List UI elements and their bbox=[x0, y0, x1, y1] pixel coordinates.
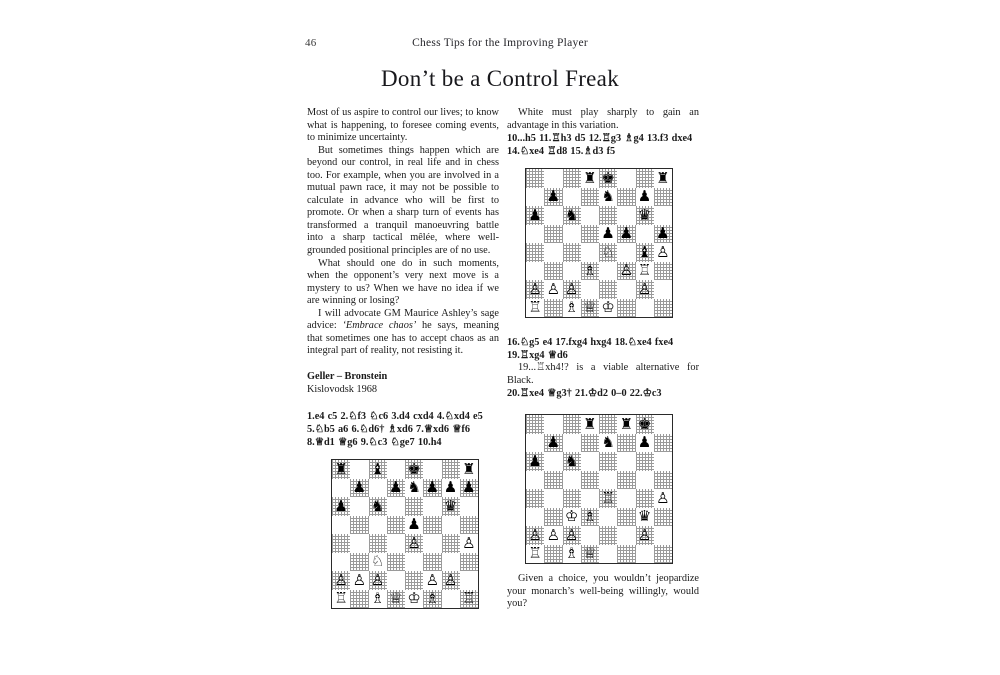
piece-wB-d3: ♗ bbox=[583, 261, 597, 280]
square-f1 bbox=[617, 299, 635, 318]
piece-wP-b2: ♙ bbox=[546, 279, 561, 298]
square-c8 bbox=[563, 415, 581, 434]
piece-bP-g7: ♟ bbox=[637, 433, 652, 452]
paragraph-what-to-do: What should one do in such moments, when the opponent’s very next move is a mystery to us? When we have no idea if we are winning or losing? bbox=[307, 257, 499, 307]
piece-bR-h8: ♜ bbox=[462, 459, 476, 478]
square-h2 bbox=[654, 526, 672, 545]
square-e3 bbox=[599, 508, 617, 527]
square-h1 bbox=[460, 590, 478, 609]
square-b2 bbox=[544, 526, 562, 545]
piece-wP-c2: ♙ bbox=[564, 279, 579, 298]
square-h5 bbox=[460, 516, 478, 535]
ashley-pre: I will advocate GM Maurice Ashley’s sage advice: bbox=[307, 307, 499, 332]
game-event: Kislovodsk 1968 bbox=[307, 383, 378, 395]
square-c6 bbox=[563, 206, 581, 225]
piece-bP-b7: ♟ bbox=[352, 478, 367, 497]
square-g7 bbox=[636, 188, 654, 207]
square-d8 bbox=[581, 169, 599, 188]
square-f6 bbox=[617, 452, 635, 471]
square-e4 bbox=[599, 489, 617, 508]
square-g7 bbox=[636, 434, 654, 453]
square-a3 bbox=[332, 553, 350, 572]
square-e8 bbox=[599, 169, 617, 188]
right-column-tail bbox=[507, 573, 699, 611]
piece-wN-c3: ♘ bbox=[370, 552, 385, 571]
square-h4 bbox=[654, 243, 672, 262]
square-d8 bbox=[581, 415, 599, 434]
square-g4 bbox=[442, 534, 460, 553]
square-a1 bbox=[526, 545, 544, 564]
square-d8 bbox=[387, 460, 405, 479]
piece-bP-a6: ♟ bbox=[528, 451, 542, 470]
square-e6 bbox=[599, 452, 617, 471]
paragraph-intro: Most of us aspire to control our lives; to know what is happening, to foresee coming events, to minimize uncertainty. bbox=[307, 107, 499, 144]
square-c8 bbox=[369, 460, 387, 479]
piece-bP-g7: ♟ bbox=[443, 478, 458, 497]
square-c4 bbox=[369, 534, 387, 553]
square-d6 bbox=[581, 206, 599, 225]
square-d1 bbox=[581, 545, 599, 564]
move-list-16-19: 16.♘g5 e4 17.fxg4 hxg4 18.♘xe4 fxe4 19.♖xg4 ♕d6 bbox=[507, 337, 674, 362]
square-d4 bbox=[581, 243, 599, 262]
square-g3 bbox=[636, 508, 654, 527]
square-b3 bbox=[544, 262, 562, 281]
piece-bN-c6: ♞ bbox=[564, 205, 579, 224]
running-head bbox=[305, 37, 695, 53]
square-b1 bbox=[350, 590, 368, 609]
piece-bN-c6: ♞ bbox=[564, 451, 579, 470]
ashley-post: he says, meaning that sometimes one has to accept chaos as an integral part of reality, not resisting it. bbox=[307, 320, 499, 357]
square-f6 bbox=[423, 497, 441, 516]
left-column bbox=[307, 107, 499, 449]
square-e1 bbox=[405, 590, 423, 609]
square-d6 bbox=[581, 452, 599, 471]
square-f5 bbox=[423, 516, 441, 535]
square-g8 bbox=[442, 460, 460, 479]
square-f6 bbox=[617, 206, 635, 225]
square-g8 bbox=[636, 415, 654, 434]
piece-bP-g7: ♟ bbox=[637, 187, 652, 206]
square-g3 bbox=[442, 553, 460, 572]
square-h4 bbox=[654, 489, 672, 508]
square-b5 bbox=[544, 471, 562, 490]
piece-bQ-g6: ♛ bbox=[637, 205, 652, 224]
square-c1 bbox=[369, 590, 387, 609]
square-d5 bbox=[581, 225, 599, 244]
square-f1 bbox=[617, 545, 635, 564]
piece-bP-e5: ♟ bbox=[407, 515, 421, 534]
square-a8 bbox=[526, 415, 544, 434]
square-g3 bbox=[636, 262, 654, 281]
piece-wK-e1: ♔ bbox=[601, 298, 615, 317]
square-c3 bbox=[563, 262, 581, 281]
square-d2 bbox=[581, 280, 599, 299]
square-f4 bbox=[423, 534, 441, 553]
square-e3 bbox=[599, 262, 617, 281]
square-e5 bbox=[405, 516, 423, 535]
square-d2 bbox=[387, 571, 405, 590]
piece-bP-f5: ♟ bbox=[619, 224, 634, 243]
square-g7 bbox=[442, 479, 460, 498]
piece-wB-c1: ♗ bbox=[564, 298, 579, 317]
square-b1 bbox=[544, 299, 562, 318]
square-e1 bbox=[599, 545, 617, 564]
square-e2 bbox=[599, 526, 617, 545]
square-f5 bbox=[617, 471, 635, 490]
piece-bP-e5: ♟ bbox=[601, 224, 615, 243]
square-h8 bbox=[460, 460, 478, 479]
square-c4 bbox=[563, 243, 581, 262]
piece-bR-d8: ♜ bbox=[583, 168, 597, 187]
right-column-mid bbox=[507, 336, 699, 400]
square-f5 bbox=[617, 225, 635, 244]
square-f8 bbox=[617, 415, 635, 434]
piece-bK-g8: ♚ bbox=[637, 414, 652, 433]
square-g8 bbox=[636, 169, 654, 188]
square-e4 bbox=[599, 243, 617, 262]
square-d2 bbox=[581, 526, 599, 545]
chess-diagram-after-22-Kc3 bbox=[525, 414, 673, 564]
square-d3 bbox=[581, 508, 599, 527]
square-a2 bbox=[526, 526, 544, 545]
square-h1 bbox=[654, 299, 672, 318]
square-e7 bbox=[405, 479, 423, 498]
square-c5 bbox=[563, 225, 581, 244]
board-grid bbox=[332, 460, 478, 608]
square-h1 bbox=[654, 545, 672, 564]
square-a6 bbox=[526, 206, 544, 225]
piece-bP-b7: ♟ bbox=[546, 187, 561, 206]
piece-wP-f3: ♙ bbox=[619, 261, 634, 280]
square-d1 bbox=[387, 590, 405, 609]
piece-bR-a8: ♜ bbox=[334, 459, 348, 478]
square-d7 bbox=[581, 434, 599, 453]
piece-wR-a1: ♖ bbox=[334, 589, 348, 608]
square-b1 bbox=[544, 545, 562, 564]
square-b6 bbox=[350, 497, 368, 516]
square-g4 bbox=[636, 243, 654, 262]
piece-wP-h4: ♙ bbox=[656, 488, 670, 507]
square-f2 bbox=[617, 526, 635, 545]
piece-wB-c1: ♗ bbox=[370, 589, 385, 608]
square-g1 bbox=[636, 545, 654, 564]
square-b4 bbox=[544, 243, 562, 262]
square-b8 bbox=[350, 460, 368, 479]
square-e1 bbox=[599, 299, 617, 318]
piece-wP-a2: ♙ bbox=[334, 570, 348, 589]
square-a8 bbox=[332, 460, 350, 479]
square-c8 bbox=[563, 169, 581, 188]
paragraph-chaos-happens: But sometimes things happen which are beyond our control, in real life and in chess too. For example, when you are involved in a mutual pawn race, it may not be possible to calculate in advance who will be first to promote. Or when a sharp turn of events has transformed a tranquil manoeuvring battle into a sharp tactical mêlée, where well-grounded positional principles are of no use. bbox=[307, 144, 499, 257]
piece-bR-f8: ♜ bbox=[619, 414, 634, 433]
square-f3 bbox=[617, 262, 635, 281]
piece-wP-c2: ♙ bbox=[370, 570, 385, 589]
board-grid bbox=[526, 169, 672, 317]
piece-wP-e4: ♙ bbox=[407, 533, 421, 552]
chess-diagram-after-10-h4 bbox=[331, 459, 479, 609]
square-b7 bbox=[544, 188, 562, 207]
square-b5 bbox=[350, 516, 368, 535]
piece-wR-e4: ♖ bbox=[601, 488, 615, 507]
piece-wP-f2: ♙ bbox=[425, 570, 440, 589]
square-g1 bbox=[636, 299, 654, 318]
piece-wR-a1: ♖ bbox=[528, 298, 542, 317]
square-a1 bbox=[526, 299, 544, 318]
square-e5 bbox=[599, 225, 617, 244]
square-h2 bbox=[654, 280, 672, 299]
square-c7 bbox=[563, 188, 581, 207]
square-g2 bbox=[636, 280, 654, 299]
square-d6 bbox=[387, 497, 405, 516]
piece-bK-e8: ♚ bbox=[407, 459, 421, 478]
piece-wB-f1: ♗ bbox=[425, 589, 440, 608]
square-h3 bbox=[654, 508, 672, 527]
piece-bR-h8: ♜ bbox=[656, 168, 670, 187]
square-a5 bbox=[526, 471, 544, 490]
book-title: Chess Tips for the Improving Player bbox=[412, 37, 588, 49]
square-f2 bbox=[423, 571, 441, 590]
note-alternative: 19...♖xh4!? is a viable alternative for Black. bbox=[507, 362, 699, 386]
square-g5 bbox=[636, 225, 654, 244]
square-f1 bbox=[423, 590, 441, 609]
square-b3 bbox=[544, 508, 562, 527]
square-a7 bbox=[526, 188, 544, 207]
square-a8 bbox=[526, 169, 544, 188]
square-b7 bbox=[350, 479, 368, 498]
piece-wK-c3: ♔ bbox=[564, 507, 579, 526]
square-f4 bbox=[617, 243, 635, 262]
piece-bP-h7: ♟ bbox=[462, 478, 476, 497]
square-g4 bbox=[636, 489, 654, 508]
square-c1 bbox=[563, 545, 581, 564]
square-e2 bbox=[405, 571, 423, 590]
square-c2 bbox=[563, 526, 581, 545]
square-g6 bbox=[636, 206, 654, 225]
square-b8 bbox=[544, 415, 562, 434]
piece-bP-a6: ♟ bbox=[528, 205, 542, 224]
square-h3 bbox=[460, 553, 478, 572]
square-d4 bbox=[581, 489, 599, 508]
piece-bR-d8: ♜ bbox=[583, 414, 597, 433]
piece-wP-a2: ♙ bbox=[528, 525, 542, 544]
piece-wB-c1: ♗ bbox=[564, 544, 579, 563]
square-e6 bbox=[599, 206, 617, 225]
square-g5 bbox=[636, 471, 654, 490]
paragraph-monarch: Given a choice, you wouldn’t jeopardize your monarch’s well-being willingly, would you? bbox=[507, 573, 699, 610]
square-h5 bbox=[654, 471, 672, 490]
square-f7 bbox=[423, 479, 441, 498]
piece-wP-c2: ♙ bbox=[564, 525, 579, 544]
square-h7 bbox=[654, 434, 672, 453]
square-a2 bbox=[332, 571, 350, 590]
square-h7 bbox=[654, 188, 672, 207]
square-c2 bbox=[369, 571, 387, 590]
piece-wP-h4: ♙ bbox=[656, 242, 670, 261]
page-number: 46 bbox=[305, 37, 317, 49]
piece-wR-h1: ♖ bbox=[462, 589, 476, 608]
piece-wR-a1: ♖ bbox=[528, 544, 542, 563]
square-a6 bbox=[526, 452, 544, 471]
chess-diagram-after-15-f5 bbox=[525, 168, 673, 318]
piece-bQ-g3: ♛ bbox=[637, 507, 652, 526]
square-f7 bbox=[617, 188, 635, 207]
square-h6 bbox=[654, 206, 672, 225]
piece-bP-h5: ♟ bbox=[656, 224, 670, 243]
square-b3 bbox=[350, 553, 368, 572]
piece-wQ-d1: ♕ bbox=[583, 544, 597, 563]
square-e5 bbox=[599, 471, 617, 490]
square-d3 bbox=[581, 262, 599, 281]
square-b4 bbox=[544, 489, 562, 508]
piece-bQ-g6: ♛ bbox=[443, 496, 458, 515]
square-c6 bbox=[563, 452, 581, 471]
paragraph-ashley-advice bbox=[307, 308, 499, 358]
piece-wQ-d1: ♕ bbox=[583, 298, 597, 317]
piece-bP-b7: ♟ bbox=[546, 433, 561, 452]
square-h6 bbox=[654, 452, 672, 471]
square-c3 bbox=[563, 508, 581, 527]
square-d5 bbox=[387, 516, 405, 535]
square-b7 bbox=[544, 434, 562, 453]
square-b2 bbox=[544, 280, 562, 299]
piece-bN-e7: ♞ bbox=[601, 433, 615, 452]
square-a1 bbox=[332, 590, 350, 609]
square-h6 bbox=[460, 497, 478, 516]
square-c7 bbox=[563, 434, 581, 453]
square-g5 bbox=[442, 516, 460, 535]
piece-wR-g3: ♖ bbox=[637, 261, 652, 280]
square-a4 bbox=[332, 534, 350, 553]
square-e2 bbox=[599, 280, 617, 299]
square-c7 bbox=[369, 479, 387, 498]
square-e8 bbox=[405, 460, 423, 479]
square-h3 bbox=[654, 262, 672, 281]
board-grid bbox=[526, 415, 672, 563]
square-a7 bbox=[526, 434, 544, 453]
move-list-20-22: 20.♖xe4 ♕g3† 21.♔d2 0–0 22.♔c3 bbox=[507, 388, 662, 400]
move-list-opening: 1.e4 c5 2.♘f3 ♘c6 3.d4 cxd4 4.♘xd4 e5 5.♘b5 a6 6.♘d6† ♗xd6 7.♕xd6 ♕f6 8.♕d1 ♕g6 9.♘c3 ♘ge7 10.h4 bbox=[307, 411, 483, 449]
square-a2 bbox=[526, 280, 544, 299]
square-a3 bbox=[526, 508, 544, 527]
square-c6 bbox=[369, 497, 387, 516]
square-h5 bbox=[654, 225, 672, 244]
square-c5 bbox=[369, 516, 387, 535]
square-h4 bbox=[460, 534, 478, 553]
game-players: Geller – Bronstein bbox=[307, 370, 388, 382]
square-h7 bbox=[460, 479, 478, 498]
square-h8 bbox=[654, 415, 672, 434]
square-d5 bbox=[581, 471, 599, 490]
piece-wP-h4: ♙ bbox=[462, 533, 476, 552]
square-f8 bbox=[423, 460, 441, 479]
piece-bK-e8: ♚ bbox=[601, 168, 615, 187]
piece-wP-g2: ♙ bbox=[637, 525, 652, 544]
square-d3 bbox=[387, 553, 405, 572]
right-column bbox=[507, 107, 699, 158]
piece-wP-g2: ♙ bbox=[637, 279, 652, 298]
piece-wQ-d1: ♕ bbox=[389, 589, 403, 608]
square-a5 bbox=[526, 225, 544, 244]
square-a4 bbox=[526, 243, 544, 262]
square-d7 bbox=[387, 479, 405, 498]
square-b6 bbox=[544, 206, 562, 225]
square-f8 bbox=[617, 169, 635, 188]
square-b5 bbox=[544, 225, 562, 244]
square-b6 bbox=[544, 452, 562, 471]
piece-bB-g4: ♝ bbox=[637, 242, 652, 261]
square-a7 bbox=[332, 479, 350, 498]
piece-wP-a2: ♙ bbox=[528, 279, 542, 298]
piece-wP-b2: ♙ bbox=[352, 570, 367, 589]
square-f7 bbox=[617, 434, 635, 453]
square-b4 bbox=[350, 534, 368, 553]
square-g1 bbox=[442, 590, 460, 609]
square-g2 bbox=[636, 526, 654, 545]
square-e3 bbox=[405, 553, 423, 572]
square-a4 bbox=[526, 489, 544, 508]
square-e7 bbox=[599, 434, 617, 453]
square-g6 bbox=[442, 497, 460, 516]
piece-bN-e7: ♞ bbox=[407, 478, 421, 497]
piece-bP-f7: ♟ bbox=[425, 478, 440, 497]
square-f4 bbox=[617, 489, 635, 508]
square-f3 bbox=[617, 508, 635, 527]
square-e8 bbox=[599, 415, 617, 434]
square-a3 bbox=[526, 262, 544, 281]
square-a6 bbox=[332, 497, 350, 516]
square-c1 bbox=[563, 299, 581, 318]
paragraph-white-sharp: White must play sharply to gain an advantage in this variation. bbox=[507, 107, 699, 131]
piece-wB-d3: ♗ bbox=[583, 507, 597, 526]
square-a5 bbox=[332, 516, 350, 535]
piece-wP-g2: ♙ bbox=[443, 570, 458, 589]
piece-bN-e7: ♞ bbox=[601, 187, 615, 206]
piece-wN-e4: ♘ bbox=[601, 242, 615, 261]
square-d1 bbox=[581, 299, 599, 318]
square-b2 bbox=[350, 571, 368, 590]
square-c2 bbox=[563, 280, 581, 299]
square-f3 bbox=[423, 553, 441, 572]
square-e4 bbox=[405, 534, 423, 553]
square-h2 bbox=[460, 571, 478, 590]
square-d4 bbox=[387, 534, 405, 553]
square-h8 bbox=[654, 169, 672, 188]
move-list-10-15: 10...h5 11.♖h3 d5 12.♖g3 ♗g4 13.f3 dxe4 14.♘xe4 ♖d8 15.♗d3 f5 bbox=[507, 133, 693, 158]
square-e6 bbox=[405, 497, 423, 516]
chapter-title: Don’t be a Control Freak bbox=[380, 66, 619, 91]
piece-bB-c8: ♝ bbox=[370, 459, 385, 478]
piece-bP-a6: ♟ bbox=[334, 496, 348, 515]
square-c3 bbox=[369, 553, 387, 572]
piece-bN-c6: ♞ bbox=[370, 496, 385, 515]
square-b8 bbox=[544, 169, 562, 188]
piece-wK-e1: ♔ bbox=[407, 589, 421, 608]
piece-wP-b2: ♙ bbox=[546, 525, 561, 544]
square-d7 bbox=[581, 188, 599, 207]
square-c5 bbox=[563, 471, 581, 490]
square-e7 bbox=[599, 188, 617, 207]
ashley-quote: ‘Embrace chaos’ bbox=[342, 320, 417, 332]
square-f2 bbox=[617, 280, 635, 299]
square-g2 bbox=[442, 571, 460, 590]
piece-bP-d7: ♟ bbox=[389, 478, 403, 497]
square-c4 bbox=[563, 489, 581, 508]
square-g6 bbox=[636, 452, 654, 471]
